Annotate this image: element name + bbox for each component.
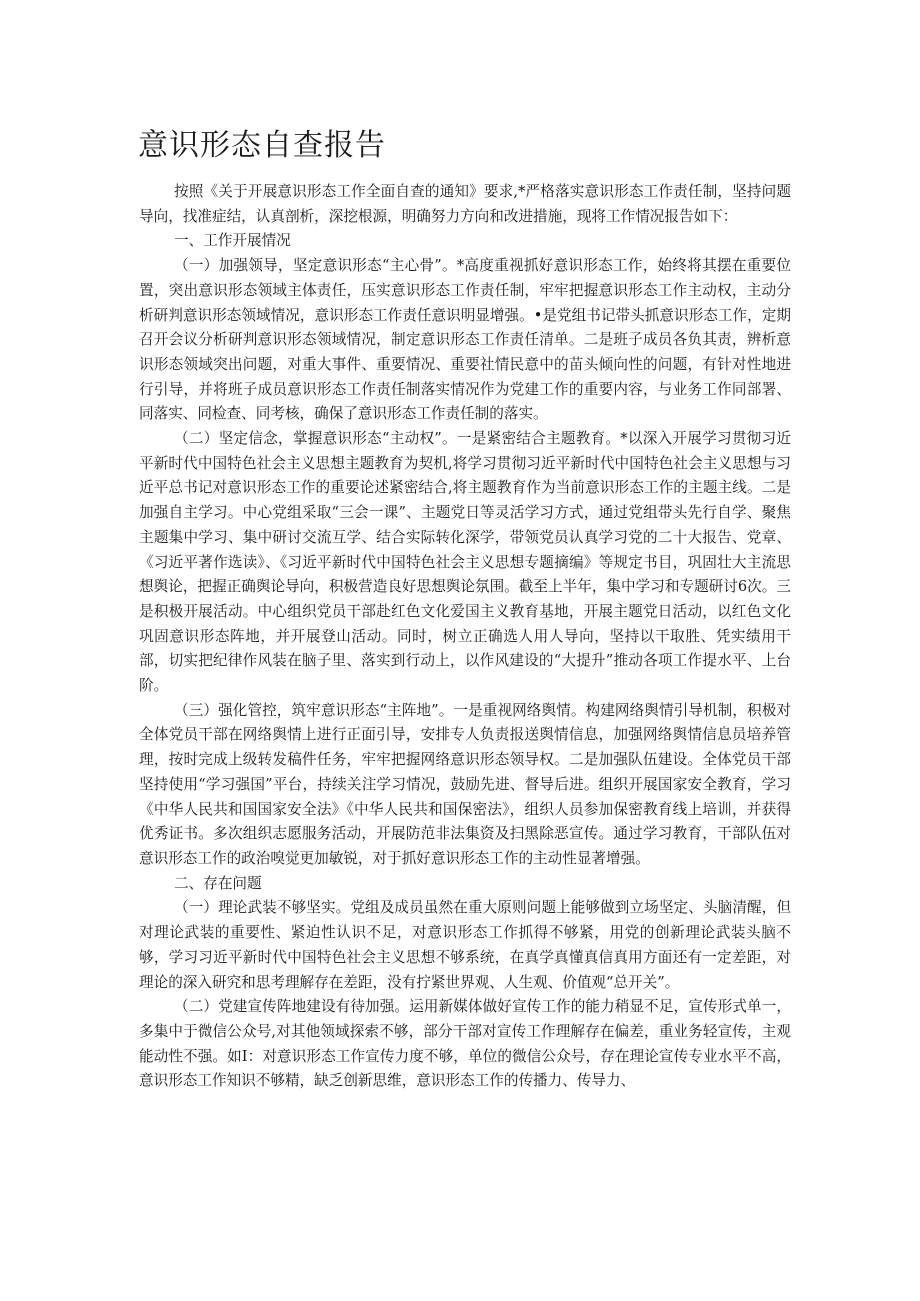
document-body — [139, 180, 791, 1094]
paragraph-belief: （二）坚定信念，掌握意识形态“主动权”。一是紧密结合主题教育。*以深入开展学习贯彻习近平新时代中国特色社会主义思想主题教育为契机,将学习贯彻习近平新时代中国特色社会主义思想与习近平总书记对意识形态工作的重要论述紧密结合,将主题教育作为当前意识形态工作的主题主线。二是加强自主学习。中心党组采取“三会一课”、主题党日等灵活学习方式，通过党组带头先行自学、聚焦主题集中学习、集中研讨交流互学、结合实际转化深学，带领党员认真学习党的二十大报告、党章、《习近平著作选读》、《习近平新时代中国特色社会主义思想专题摘编》等规定书目，巩固壮大主流思想舆论，把握正确舆论导向，积极营造良好思想舆论氛围。截至上半年，集中学习和专题研讨6次。三是积极开展活动。中心组织党员干部赴红色文化爱国主义教育基地，开展主题党日活动，以红色文化巩固意识形态阵地，并开展登山活动。同时，树立正确选人用人导向，坚持以干取胜、凭实绩用干部，切实把纪律作风装在脑子里、落实到行动上，以作风建设的“大提升”推动各项工作提水平、上台阶。 — [139, 430, 791, 695]
paragraph-theory: （一）理论武装不够坚实。党组及成员虽然在重大原则问题上能够做到立场坚定、头脑清醒，但对理论武装的重要性、紧迫性认识不足，对意识形态工作抓得不够紧，用党的创新理论武装头脑不够，学习习近平新时代中国特色社会主义思想不够系统，在真学真懂真信真用方面还有一定差距，对理论的深入研究和思考理解存在差距，没有拧紧世界观、人生观、价值观“总开关”。 — [139, 899, 791, 991]
intro-paragraph: 按照《关于开展意识形态工作全面自查的通知》要求,*严格落实意识形态工作责任制，坚持问题导向，找准症结，认真剖析，深挖根源，明确努力方向和改进措施，现将工作情况报告如下： — [139, 183, 791, 225]
paragraph-control: （三）强化管控，筑牢意识形态“主阵地”。一是重视网络舆情。构建网络舆情引导机制，积极对全体党员干部在网络舆情上进行正面引导，安排专人负责报送舆情信息，加强网络舆情信息员培养管理，按时完成上级转发稿件任务，牢牢把握网络意识形态领导权。二是加强队伍建设。全体党员干部坚持使用“学习强国”平台，持续关注学习情况，鼓励先进、督导后进。组织开展国家安全教育，学习《中华人民共和国国家安全法》《中华人民共和国保密法》，组织人员参加保密教育线上培训，并获得优秀证书。多次组织志愿服务活动，开展防范非法集资及扫黑除恶宣传。通过学习教育，干部队伍对意识形态工作的政治嗅觉更加敏锐，对于抓好意识形态工作的主动性显著增强。 — [139, 701, 791, 867]
paragraph-publicity: （二）党建宣传阵地建设有待加强。运用新媒体做好宣传工作的能力稍显不足，宣传形式单一，多集中于微信公众号,对其他领域探索不够，部分干部对宣传工作理解存在偏差，重业务轻宣传，主观能动性不强。如I：对意识形态工作宣传力度不够，单位的微信公众号，存在理论宣传专业水平不高，意识形态工作知识不够精，缺乏创新思维，意识形态工作的传播力、传导力、 — [139, 998, 791, 1090]
paragraph-leadership: （一）加强领导，坚定意识形态“主心骨”。*高度重视抓好意识形态工作，始终将其摆在重要位置，突出意识形态领域主体责任，压实意识形态工作责任制，牢牢把握意识形态工作主动权，主动分析研判意识形态领域情况，意识形态工作责任意识明显增强。•是党组书记带头抓意识形态工作，定期召开会议分析研判意识形态领域情况，制定意识形态工作责任清单。二是班子成员各负其责，辨析意识形态领域突出问题，对重大事件、重要情况、重要社情民意中的苗头倾向性的问题，有针对性地进行引导，并将班子成员意识形态工作责任制落实情况作为党建工作的重要内容，与业务工作同部署、同落实、同检查、同考核，确保了意识形态工作责任制的落实。 — [139, 257, 791, 423]
document-title: 意识形态自查报告 — [138, 128, 386, 163]
section-heading-work-status: 一、工作开展情况 — [174, 232, 291, 250]
section-heading-problems: 二、存在问题 — [174, 874, 262, 892]
